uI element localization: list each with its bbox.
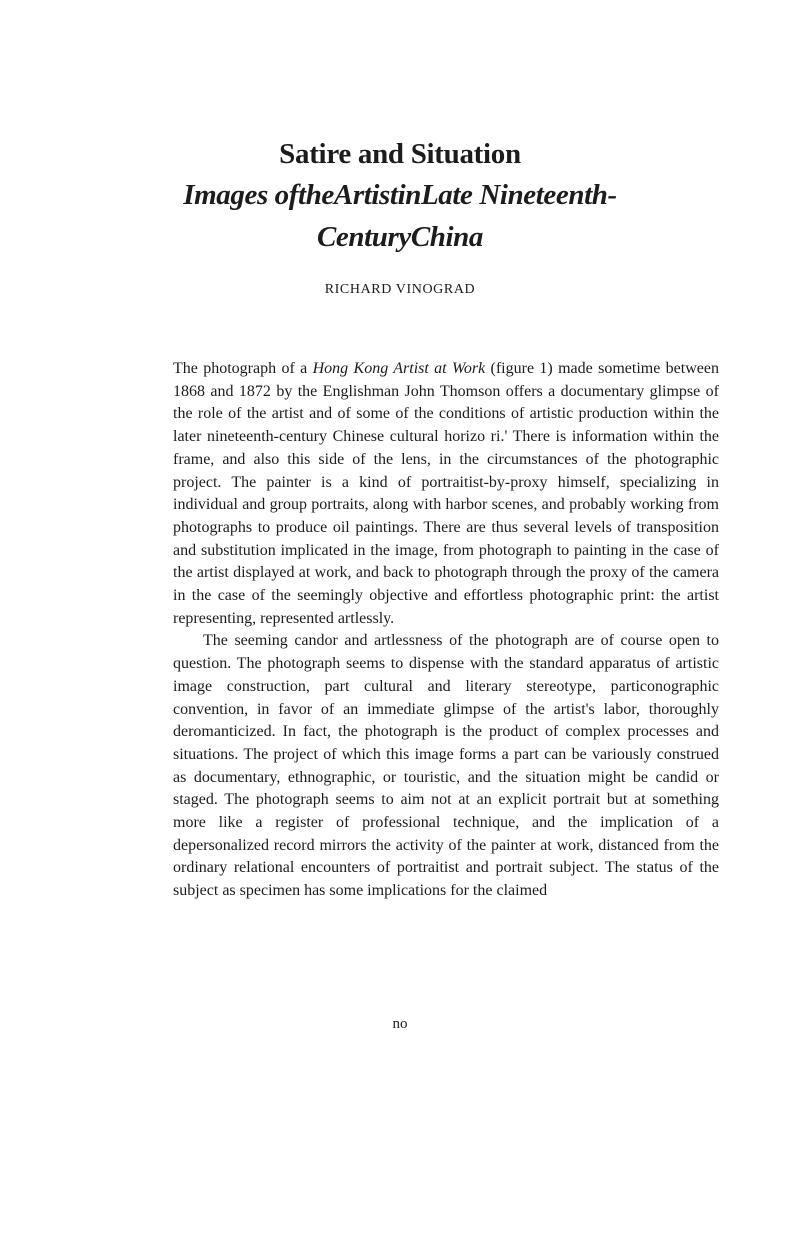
paragraph-1-lead: The photograph of a	[173, 360, 313, 377]
article-subtitle-line-1: Images oftheArtistinLate Nineteenth-	[183, 179, 617, 211]
paragraph-1	[173, 358, 719, 630]
article-subtitle-line-2: CenturyChina	[316, 221, 484, 253]
article-title: Satire and Situation	[279, 138, 521, 170]
page-number: no	[392, 1016, 408, 1032]
artwork-title: Hong Kong Artist at Work	[312, 360, 486, 377]
paragraph-1-rest: (figure 1) made sometime between 1868 and 1872 by the Englishman John Thomson offers a documentary glimpse of the role of the artist and of some of the conditions of artistic production within the later nineteenth-century Chinese cultural horizo ri.' There is information within the frame, and also this side of the lens, in the circumstances of the photographic project. The painter is a kind of portraitist-by-proxy himself, specializing in individual and group portraits, along with harbor scenes, and probably working from photographs to produce oil paintings. There are thus several levels of transposition and substitution implicated in the image, from photograph to painting in the case of the artist displayed at work, and back to photograph through the proxy of the camera in the case of the seemingly objective and effortless photographic print: the artist representing, represented artlessly.	[173, 360, 719, 627]
title-block	[0, 134, 800, 258]
body-text	[173, 358, 719, 903]
paragraph-2: The seeming candor and artlessness of the photograph are of course open to question. The photograph seems to dispense with the standard apparatus of artistic image construction, part cultural and literary stereotype, particonographic convention, in favor of an immediate glimpse of the artist's labor, thoroughly deromanticized. In fact, the photograph is the product of complex processes and situations. The project of which this image forms a part can be variously construed as documentary, ethnographic, or touristic, and the situation might be candid or staged. The photograph seems to aim not at an explicit portrait but at something more like a register of professional technique, and the implication of a depersonalized record mirrors the activity of the painter at work, distanced from the ordinary relational encounters of portraitist and portrait subject. The status of the subject as specimen has some implications for the claimed	[173, 632, 719, 900]
author-name: RICHARD VINOGRAD	[324, 282, 476, 297]
